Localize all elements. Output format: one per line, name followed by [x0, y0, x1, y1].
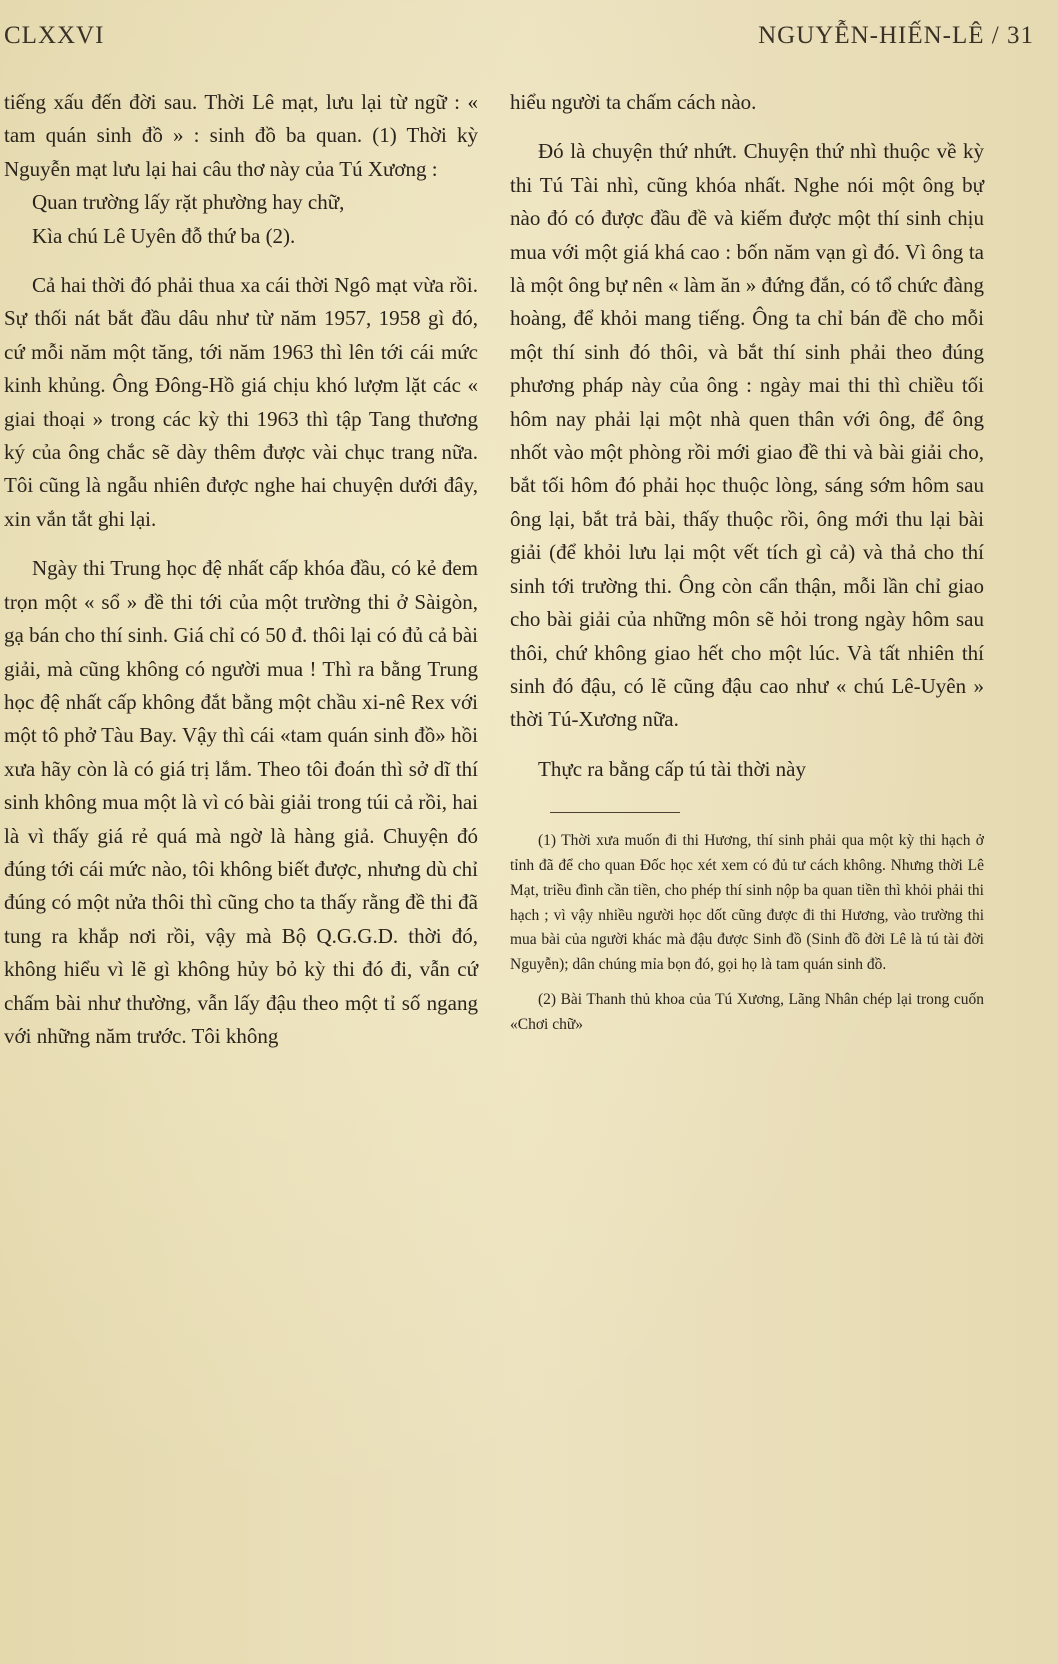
footnote-divider — [550, 812, 680, 813]
right-column — [510, 86, 984, 1038]
paragraph: tiếng xấu đến đời sau. Thời Lê mạt, lưu lại từ ngữ : « tam quán sinh đồ » : sinh đồ ba quan. (1) Thời kỳ Nguyễn mạt lưu lại hai câu thơ này của Tú Xương : — [4, 90, 478, 181]
author-page-number: NGUYỄN-HIẾN-LÊ / 31 — [758, 22, 1034, 49]
footnote: (2) Bài Thanh thủ khoa của Tú Xương, Lãng Nhân chép lại trong cuốn «Chơi chữ» — [510, 990, 984, 1033]
running-header — [0, 18, 1058, 58]
paragraph: Đó là chuyện thứ nhứt. Chuyện thứ nhì thuộc về kỳ thi Tú Tài nhì, cũng khóa nhất. Nghe nói một ông bự nào đó có được đầu đề và kiếm được một thí sinh chịu mua với một giá khá cao : bốn năm vạn gì đó. Vì ông ta là một ông bự nên « làm ăn » đứng đắn, có tổ chức đàng hoàng, để khỏi mang tiếng. Ông ta chỉ bán đề cho mỗi một thí sinh đó thôi, và bắt thí sinh phải theo đúng phương pháp này của ông : ngày mai thi thì chiều tối hôm nay phải lại một nhà quen thân với ông, để ông nhốt vào một phòng rồi mới giao đề thi và bài giải cho, bắt tối hôm đó phải học thuộc lòng, sáng sớm hôm sau ông lại, bắt trả bài, thấy thuộc rồi, ông mới thu lại bài giải (để khỏi lưu lại một vết tích gì cả) và thả cho thí sinh tới trường thi. Ông còn cẩn thận, mỗi lần chỉ giao cho bài giải của những môn sẽ hỏi trong ngày hôm sau thôi, chứ không giao hết cho một lúc. Và tất nhiên thí sinh đó đậu, có lẽ cũng đậu cao như « chú Lê-Uyên » thời Tú-Xương nữa. — [510, 139, 984, 732]
poem-line: Kìa chú Lê Uyên đỗ thứ ba (2). — [32, 223, 296, 248]
footnotes — [510, 829, 984, 1037]
left-column — [4, 86, 478, 1053]
paragraph: hiểu người ta chấm cách nào. — [510, 90, 757, 114]
paragraph: Ngày thi Trung học đệ nhất cấp khóa đầu, có kẻ đem trọn một « sổ » đề thi tới của một trường thi ở Sàigòn, gạ bán cho thí sinh. Giá chỉ có 50 đ. thôi lại có đủ cả bài giải, mà cũng không có người mua ! Thì ra bằng Trung học đệ nhất cấp không đắt bằng một chầu xi-nê Rex với một tô phở Tàu Bay. Vậy thì cái «tam quán sinh đồ» hồi xưa hãy còn là có giá trị lắm. Theo tôi đoán thì sở dĩ thí sinh không mua một là vì có bài giải trong túi cả rồi, hai là vì thấy giá rẻ quá mà ngờ là hàng giả. Chuyện đó đúng tới cái mức nào, tôi không biết được, nhưng dù chỉ đúng có một nửa thôi thì cũng cho ta thấy rằng đề thi đã tung ra khắp nơi rồi, vậy mà Bộ Q.G.G.D. thời đó, không hiểu vì lẽ gì không hủy bỏ kỳ thi đó đi, vẫn cứ chấm bài như thường, vẫn lấy đậu theo một tỉ số ngang với những năm trước. Tôi không — [4, 556, 478, 1048]
footnote: (1) Thời xưa muốn đi thi Hương, thí sinh phải qua một kỳ thi hạch ở tỉnh đã để cho quan Đốc học xét xem có đủ tư cách không. Nhưng thời Lê Mạt, triều đình cần tiền, cho phép thí sinh nộp ba quan tiền thì khỏi phải thi hạch ; vì vậy nhiều người học dốt cũng được đi thi Hương, vào trường thi mua bài của người khác mà đậu được Sinh đồ (Sinh đồ đời Lê là tú tài đời Nguyễn); dân chúng mỉa bọn đó, gọi họ là tam quán sinh đồ. — [510, 832, 984, 974]
paragraph: Cả hai thời đó phải thua xa cái thời Ngô mạt vừa rồi. Sự thối nát bắt đầu dâu như từ năm 1957, 1958 gì đó, cứ mỗi năm một tăng, tới năm 1963 thì lên tới cái mức kinh khủng. Ông Đông-Hồ giá chịu khó lượm lặt các « giai thoại » trong các kỳ thi 1963 thì tập Tang thương ký của ông chắc sẽ dày thêm được vài chục trang nữa. Tôi cũng là ngẫu nhiên được nghe hai chuyện dưới đây, xin vắn tắt ghi lại. — [4, 273, 478, 531]
poem-line: Quan trường lấy rặt phường hay chữ, — [32, 190, 345, 215]
page-roman-numeral: CLXXVI — [4, 22, 105, 49]
paragraph: Thực ra bằng cấp tú tài thời này — [538, 756, 806, 781]
